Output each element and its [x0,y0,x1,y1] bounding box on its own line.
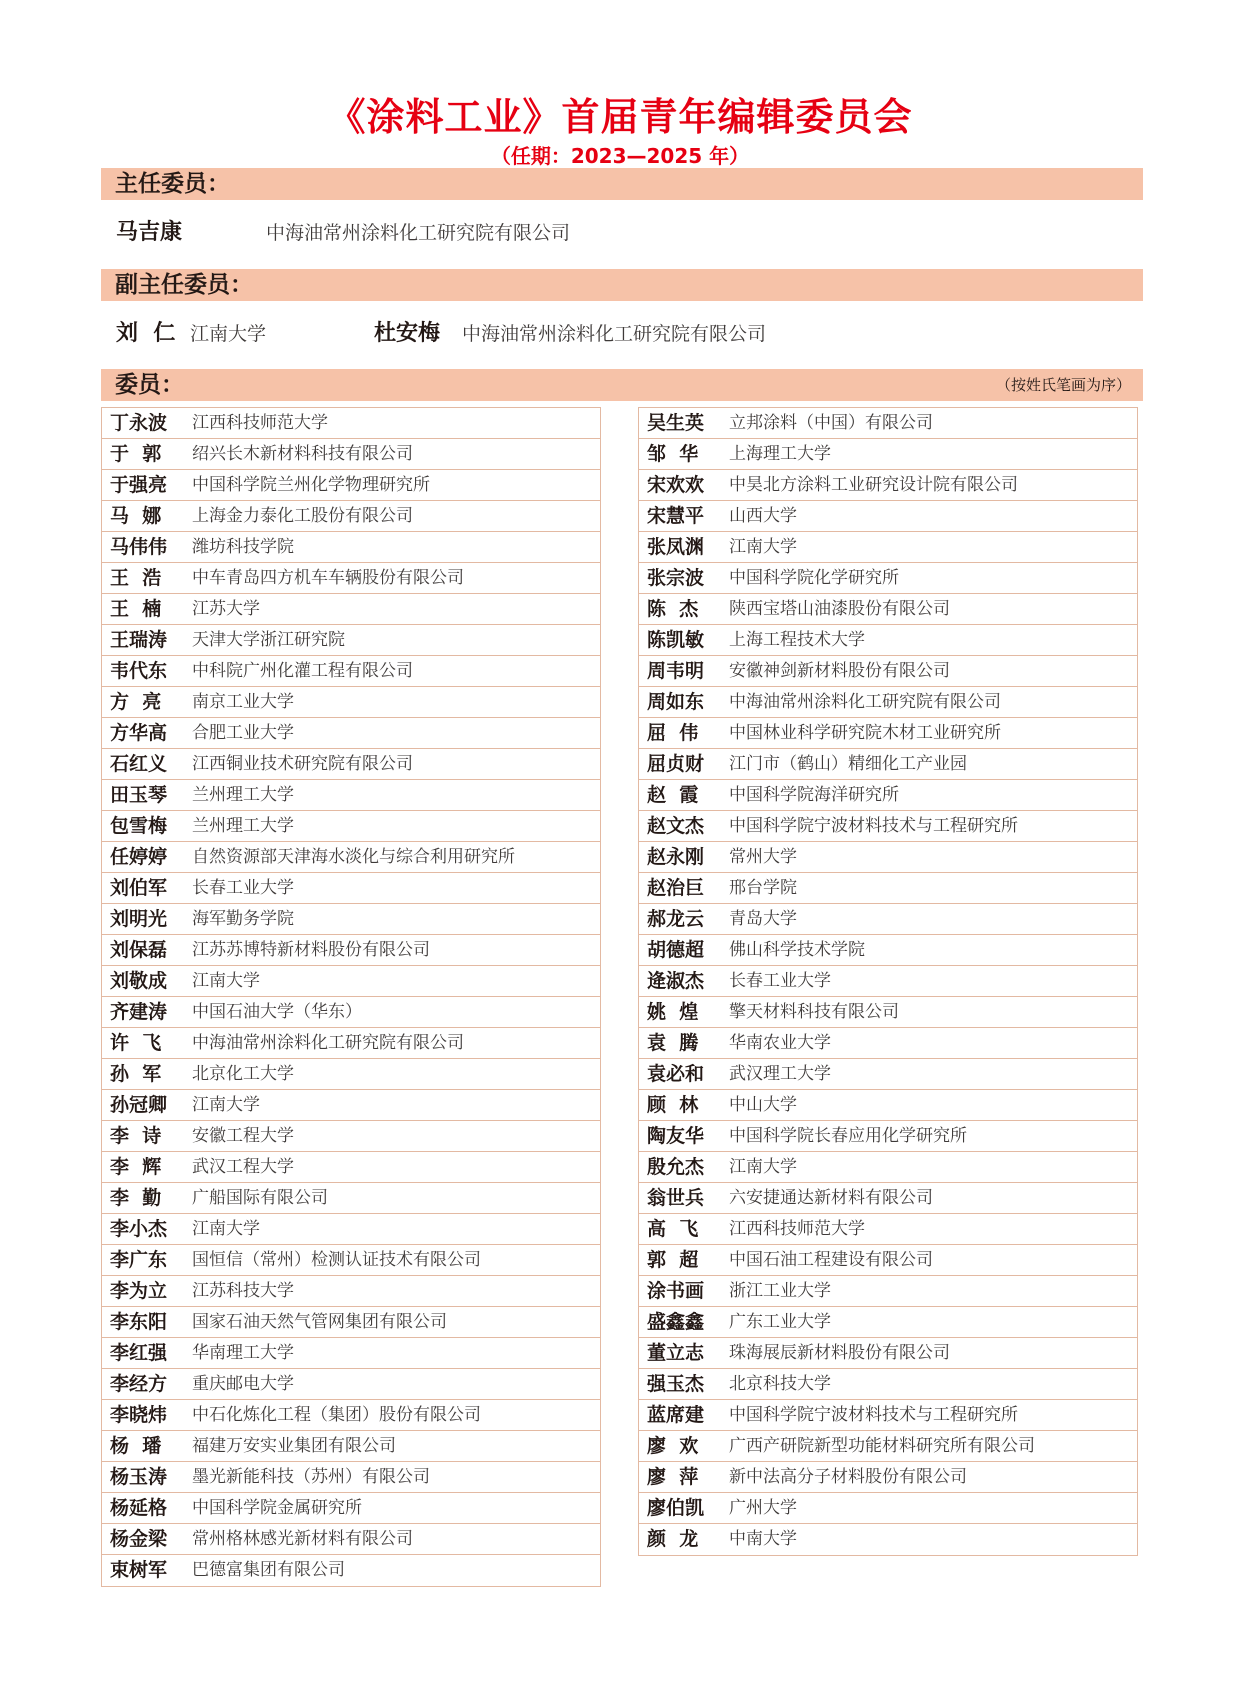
member-org: 佛山科学技术学院 [729,940,865,960]
member-name: 杨金梁 [110,1528,168,1550]
member-name: 刘明光 [110,908,168,930]
members-table-left [101,407,601,1587]
member-name: 王 楠 [110,598,162,620]
member-org: 巴德富集团有限公司 [192,1560,345,1580]
member-name: 赵 霞 [647,784,699,806]
member-name: 高 飞 [647,1218,699,1240]
member-name: 陈 杰 [647,598,699,620]
member-row [639,1214,1137,1245]
member-row [102,687,600,718]
member-name: 董立志 [647,1342,705,1364]
member-name: 韦代东 [110,660,168,682]
member-org: 中科院广州化灌工程有限公司 [192,661,413,681]
member-row [639,470,1137,501]
member-row [639,1276,1137,1307]
member-name: 殷允杰 [647,1156,705,1178]
member-row [102,1276,600,1307]
member-row [639,563,1137,594]
member-org: 上海金力泰化工股份有限公司 [192,506,413,526]
member-name: 廖 萍 [647,1466,699,1488]
member-org: 六安捷通达新材料有限公司 [729,1188,933,1208]
member-row [102,625,600,656]
member-name: 蓝席建 [647,1404,705,1426]
member-org: 江南大学 [729,537,797,557]
member-name: 李 辉 [110,1156,162,1178]
member-row [639,1121,1137,1152]
member-org: 重庆邮电大学 [192,1374,294,1394]
member-org: 中南大学 [729,1529,797,1549]
member-row [639,997,1137,1028]
member-name: 丁永波 [110,412,168,434]
member-name: 李晓炜 [110,1404,168,1426]
member-row [639,1493,1137,1524]
member-row [102,1431,600,1462]
member-row [102,501,600,532]
member-row [639,1369,1137,1400]
member-name: 赵永刚 [647,846,705,868]
member-org: 绍兴长木新材料科技有限公司 [192,444,413,464]
sort-order-note: （按姓氏笔画为序） [995,376,1131,394]
term-subtitle: （任期：2023—2025 年） [490,144,750,168]
member-name: 杨玉涛 [110,1466,168,1488]
member-row [102,1369,600,1400]
member-name: 包雪梅 [110,815,168,837]
member-name: 于 郭 [110,443,162,465]
member-row [102,1152,600,1183]
member-name: 袁必和 [647,1063,705,1085]
member-row [639,904,1137,935]
member-org: 常州大学 [729,847,797,867]
member-row [639,842,1137,873]
member-org: 中国科学院化学研究所 [729,568,899,588]
member-name: 赵文杰 [647,815,705,837]
member-org: 中国科学院兰州化学物理研究所 [192,475,430,495]
member-row [102,532,600,563]
deputy-section-label: 副主任委员： [115,272,253,298]
member-row [102,904,600,935]
member-name: 赵治巨 [647,877,705,899]
member-org: 长春工业大学 [729,971,831,991]
member-row [102,656,600,687]
member-row [639,749,1137,780]
member-org: 兰州理工大学 [192,785,294,805]
member-org: 江南大学 [192,971,260,991]
member-org: 珠海展辰新材料股份有限公司 [729,1343,950,1363]
member-row [639,1183,1137,1214]
member-org: 山西大学 [729,506,797,526]
members-section-header [101,369,1143,401]
member-row [102,997,600,1028]
member-row [102,1059,600,1090]
member-row [102,1028,600,1059]
member-row [102,408,600,439]
member-org: 江苏苏博特新材料股份有限公司 [192,940,430,960]
member-org: 广东工业大学 [729,1312,831,1332]
member-row [102,873,600,904]
member-row [102,935,600,966]
page-title: 《涂料工业》首届青年编辑委员会 [327,95,913,139]
member-org: 立邦涂料（中国）有限公司 [729,413,933,433]
member-name: 方华高 [110,722,168,744]
member-org: 福建万安实业集团有限公司 [192,1436,396,1456]
director-section-header [101,168,1143,200]
member-name: 逄淑杰 [647,970,705,992]
member-name: 李小杰 [110,1218,168,1240]
member-row [102,1400,600,1431]
member-org: 上海工程技术大学 [729,630,865,650]
member-row [102,780,600,811]
member-name: 李经方 [110,1373,168,1395]
member-org: 中海油常州涂料化工研究院有限公司 [192,1033,464,1053]
member-name: 王瑞涛 [110,629,168,651]
member-name: 宋慧平 [647,505,705,527]
member-name: 郭 超 [647,1249,699,1271]
member-name: 屈贞财 [647,753,705,775]
member-org: 常州格林感光新材料有限公司 [192,1529,413,1549]
member-org: 陕西宝塔山油漆股份有限公司 [729,599,950,619]
member-row [102,1555,600,1586]
member-name: 于强亮 [110,474,168,496]
member-org: 国家石油天然气管网集团有限公司 [192,1312,447,1332]
member-row [102,563,600,594]
member-org: 江南大学 [729,1157,797,1177]
member-org: 江西铜业技术研究院有限公司 [192,754,413,774]
member-row [639,1400,1137,1431]
member-row [102,1493,600,1524]
member-org: 武汉工程大学 [192,1157,294,1177]
member-row [102,842,600,873]
member-org: 中国科学院宁波材料技术与工程研究所 [729,816,1018,836]
member-name: 齐建涛 [110,1001,168,1023]
member-org: 安徽神剑新材料股份有限公司 [729,661,950,681]
member-name: 张宗波 [647,567,705,589]
member-row [639,532,1137,563]
member-name: 李 诗 [110,1125,162,1147]
member-org: 北京化工大学 [192,1064,294,1084]
member-name: 屈 伟 [647,722,699,744]
member-row [102,594,600,625]
member-org: 潍坊科技学院 [192,537,294,557]
member-org: 青岛大学 [729,909,797,929]
member-name: 刘伯军 [110,877,168,899]
member-row [639,1059,1137,1090]
member-org: 广西产研院新型功能材料研究所有限公司 [729,1436,1035,1456]
member-org: 中国林业科学研究院木材工业研究所 [729,723,1001,743]
member-row [639,1431,1137,1462]
member-org: 自然资源部天津海水淡化与综合利用研究所 [192,847,515,867]
member-org: 浙江工业大学 [729,1281,831,1301]
member-name: 袁 腾 [647,1032,699,1054]
member-row [102,1245,600,1276]
member-org: 江南大学 [192,1219,260,1239]
member-name: 翁世兵 [647,1187,705,1209]
member-row [102,1307,600,1338]
member-row [102,1183,600,1214]
member-org: 中国科学院金属研究所 [192,1498,362,1518]
member-org: 合肥工业大学 [192,723,294,743]
deputy-name: 杜安梅 [374,321,441,346]
member-row [639,501,1137,532]
member-row [102,1121,600,1152]
member-name: 刘敬成 [110,970,168,992]
member-row [639,1462,1137,1493]
member-name: 许 飞 [110,1032,162,1054]
member-org: 中国石油大学（华东） [192,1002,362,1022]
deputy-section-header [101,269,1143,301]
member-org: 江西科技师范大学 [729,1219,865,1239]
member-org: 中山大学 [729,1095,797,1115]
member-name: 杨 璠 [110,1435,162,1457]
member-org: 南京工业大学 [192,692,294,712]
member-org: 中石化炼化工程（集团）股份有限公司 [192,1405,481,1425]
member-name: 宋欢欢 [647,474,705,496]
member-org: 华南农业大学 [729,1033,831,1053]
member-row [102,718,600,749]
member-name: 李为立 [110,1280,168,1302]
member-row [639,1090,1137,1121]
member-row [102,439,600,470]
member-org: 江门市（鹤山）精细化工产业园 [729,754,967,774]
member-row [639,966,1137,997]
member-org: 海军勤务学院 [192,909,294,929]
member-name: 李红强 [110,1342,168,1364]
member-org: 擎天材料科技有限公司 [729,1002,899,1022]
member-row [639,1152,1137,1183]
member-org: 邢台学院 [729,878,797,898]
member-org: 国恒信（常州）检测认证技术有限公司 [192,1250,481,1270]
member-name: 陈凯敏 [647,629,705,651]
member-name: 盛鑫鑫 [647,1311,705,1333]
member-org: 广船国际有限公司 [192,1188,328,1208]
member-org: 兰州理工大学 [192,816,294,836]
member-name: 田玉琴 [110,784,168,806]
member-org: 安徽工程大学 [192,1126,294,1146]
member-name: 刘保磊 [110,939,168,961]
member-row [102,749,600,780]
member-row [639,625,1137,656]
member-name: 方 亮 [110,691,162,713]
member-name: 孙冠卿 [110,1094,168,1116]
members-section-label: 委员： [115,372,184,398]
member-org: 天津大学浙江研究院 [192,630,345,650]
member-row [639,408,1137,439]
member-org: 墨光新能科技（苏州）有限公司 [192,1467,430,1487]
member-row [639,811,1137,842]
member-row [639,1524,1137,1555]
member-name: 廖 欢 [647,1435,699,1457]
member-org: 中昊北方涂料工业研究设计院有限公司 [729,475,1018,495]
member-name: 马伟伟 [110,536,168,558]
member-row [102,1214,600,1245]
member-row [102,1090,600,1121]
member-org: 江苏科技大学 [192,1281,294,1301]
member-row [639,873,1137,904]
member-row [639,1307,1137,1338]
member-row [102,470,600,501]
member-org: 江南大学 [192,1095,260,1115]
member-name: 王 浩 [110,567,162,589]
member-name: 石红义 [110,753,168,775]
member-row [639,687,1137,718]
member-name: 周如东 [647,691,705,713]
member-name: 束树军 [110,1559,168,1581]
member-org: 新中法高分子材料股份有限公司 [729,1467,967,1487]
member-row [639,718,1137,749]
member-name: 李 勤 [110,1187,162,1209]
member-name: 吴生英 [647,412,705,434]
member-name: 孙 军 [110,1063,162,1085]
member-org: 武汉理工大学 [729,1064,831,1084]
member-name: 胡德超 [647,939,705,961]
member-name: 强玉杰 [647,1373,705,1395]
member-name: 颜 龙 [647,1528,699,1550]
member-org: 广州大学 [729,1498,797,1518]
member-row [639,1028,1137,1059]
member-row [639,594,1137,625]
member-row [639,1245,1137,1276]
member-org: 中国科学院海洋研究所 [729,785,899,805]
member-name: 周韦明 [647,660,705,682]
member-name: 涂书画 [647,1280,705,1302]
member-name: 邹 华 [647,443,699,465]
member-org: 长春工业大学 [192,878,294,898]
member-name: 李东阳 [110,1311,168,1333]
member-name: 郝龙云 [647,908,705,930]
member-name: 顾 林 [647,1094,699,1116]
deputy-org: 中海油常州涂料化工研究院有限公司 [462,323,767,345]
deputy-name: 刘 仁 [116,321,176,346]
member-org: 华南理工大学 [192,1343,294,1363]
member-org: 江苏大学 [192,599,260,619]
member-row [102,1338,600,1369]
member-row [639,935,1137,966]
member-row [102,811,600,842]
member-name: 马 娜 [110,505,162,527]
member-org: 中国科学院长春应用化学研究所 [729,1126,967,1146]
members-table-right [638,407,1138,1556]
member-row [102,1524,600,1555]
member-row [102,1462,600,1493]
member-name: 廖伯凯 [647,1497,705,1519]
deputy-org: 江南大学 [190,323,267,345]
director-name: 马吉康 [116,220,183,245]
member-row [639,1338,1137,1369]
member-row [639,780,1137,811]
member-name: 任婷婷 [110,846,168,868]
member-org: 中车青岛四方机车车辆股份有限公司 [192,568,464,588]
member-org: 北京科技大学 [729,1374,831,1394]
member-name: 姚 煌 [647,1001,699,1023]
member-row [639,439,1137,470]
member-name: 杨延格 [110,1497,168,1519]
member-name: 陶友华 [647,1125,705,1147]
member-org: 中海油常州涂料化工研究院有限公司 [729,692,1001,712]
member-org: 中国科学院宁波材料技术与工程研究所 [729,1405,1018,1425]
member-row [639,656,1137,687]
member-org: 江西科技师范大学 [192,413,328,433]
member-name: 李广东 [110,1249,168,1271]
director-section-label: 主任委员： [115,171,230,197]
member-org: 上海理工大学 [729,444,831,464]
member-org: 中国石油工程建设有限公司 [729,1250,933,1270]
director-org: 中海油常州涂料化工研究院有限公司 [266,222,571,244]
member-row [102,966,600,997]
member-name: 张凤渊 [647,536,705,558]
